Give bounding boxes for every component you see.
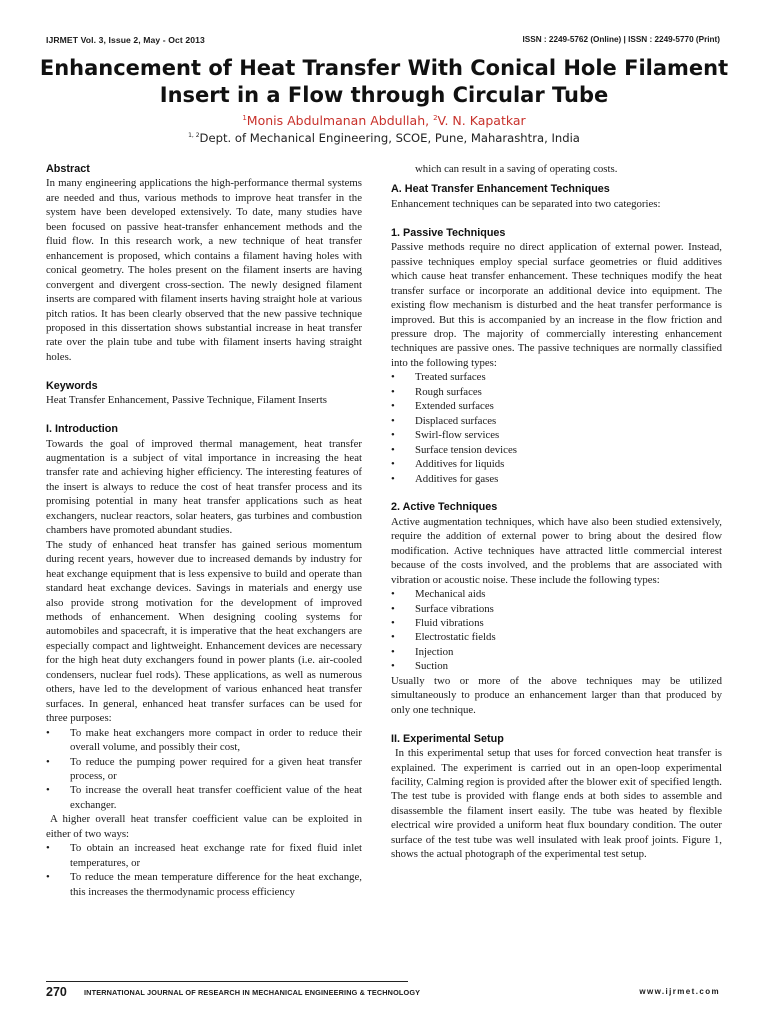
author2-name: V. N. Kapatkar: [437, 113, 526, 129]
list-item: • Extended surfaces: [391, 400, 494, 413]
list-item: • Fluid vibrations: [391, 617, 484, 630]
list-item: • Additives for gases: [391, 472, 499, 485]
list-item: • Displaced surfaces: [391, 414, 497, 427]
introduction-continuation: which can result in a saving of operating costs.: [415, 163, 618, 175]
bullet-marker: •: [391, 617, 395, 630]
footer-rule: [46, 981, 408, 982]
author-line: [0, 110, 768, 129]
introduction-paragraph-1: Towards the goal of improved thermal management, heat transfer augmentation is a subject of vital importance in increasing the heat transfer rate and achieving higher efficiency. The interesting features of the insert is always to reduce the cost of heat transfer process and its promising potential in many heat transfer applications such as heat exchangers, nuclear reactors, solar heaters, gas turbines and combustion chambers have promoted abundant studies.: [46, 437, 362, 537]
active-techniques-list: [391, 587, 722, 674]
active-techniques-closing: Usually two or more of the above techniques may be utilized simultaneously to produce an enhancement larger than that produced by only one technique.: [391, 674, 722, 716]
list-item: • Suction: [391, 660, 448, 673]
bullet-marker: •: [391, 588, 395, 601]
bullet-marker: •: [391, 602, 395, 615]
bullet-marker: •: [391, 385, 395, 398]
passive-techniques-text: Passive methods require no direct application of external power. Instead, passive techniques employ special surface geometries or fluid additives which cause heat transfer enhancement. These techniques modify the heat transfer surface or incorporate an additional device into equipment. The existing flow mechanism is disturbed and the heat transfer performance is improved. But this is accompanied by an increase in the flow friction and pressure drop. The majority of commercially interesting enhancement techniques are passive ones. The passive techniques are normally classified into the following types:: [391, 241, 722, 369]
active-techniques-heading: 2. Active Techniques: [391, 501, 498, 514]
active-techniques-text: Active augmentation techniques, which have also been studied extensively, require the addition of external power to bring about the desired flow modification. Active techniques have attracted little commercial interest because of the costs involved, and the problems that are associated with vibration or acoustic noise. These include the following types:: [391, 515, 722, 586]
running-header-journal: IJRMET Vol. 3, Issue 2, May - Oct 2013: [46, 35, 205, 45]
list-item: • Injection: [391, 645, 454, 658]
keywords-heading: Keywords: [46, 379, 98, 392]
list-item: • Treated surfaces: [391, 371, 486, 384]
introduction-heading: I. Introduction: [46, 423, 118, 436]
introduction-paragraph-3: A higher overall heat transfer coefficient value can be exploited in either of two ways:: [46, 813, 362, 840]
list-item: • Swirl-flow services: [391, 429, 500, 442]
bullet-marker: •: [46, 726, 50, 739]
bullet-marker: •: [391, 371, 395, 384]
ways-list: [46, 841, 362, 899]
list-item: • Additives for liquids: [391, 458, 505, 471]
purposes-list: [46, 726, 362, 813]
abstract-text: In many engineering applications the high-performance thermal systems are needed and thus, various methods to improve heat transfer in the system have been developed extensively. To date, many studies have been focused on passive heat-transfer enhancement methods and the fluid flow. In this research work, a new technique of heat transfer enhancement is proposed, which contains a filament having holes with conical geometry. The holes present on the filament inserts are having convergent and divergent cross-section. The newly designed filament inserts are compared with filament inserts having straight hole at various pitch ratios. It has been clearly observed that the new passive technique proposed in this dissertation shows substantial increase in heat transfer rate over the plain tube and tube with filament inserts having straight holes.: [46, 177, 362, 363]
affiliation-line: [0, 128, 768, 146]
bullet-marker: •: [46, 755, 50, 768]
author1-name: Monis Abdulmanan Abdullah,: [246, 113, 434, 129]
bullet-marker: •: [391, 458, 395, 471]
bullet-marker: •: [46, 871, 50, 884]
passive-techniques-list: [391, 370, 722, 486]
bullet-marker: •: [391, 631, 395, 644]
experimental-setup-text: In this experimental setup that uses for forced convection heat transfer is explained. The experiment is carried out in an open-loop experimental facility, Calming region is provided after the blower exit of specified length. The test tube is provided with flange ends at both sides to assemble and disassemble the filament insert easily. The tube was heated by flexible electrical wire provided a uniform heat flux boundary condition. The outer surface of the test tube was well insulated with leak proof joints. Figure 1, shows the actual photograph of the experimental test setup.: [391, 747, 722, 861]
right-column: [391, 162, 722, 862]
bullet-marker: •: [391, 443, 395, 456]
list-item: • Surface vibrations: [391, 602, 494, 615]
bullet-marker: •: [391, 400, 395, 413]
author2-affiliation-mark: 2: [433, 114, 438, 122]
list-item: • To obtain an increased heat exchange rate for fixed fluid inlet temperatures, or: [46, 842, 362, 869]
bullet-marker: •: [391, 645, 395, 658]
list-item: • To increase the overall heat transfer coefficient value of the heat exchanger.: [46, 784, 362, 811]
keywords-text: Heat Transfer Enhancement, Passive Technique, Filament Inserts: [46, 394, 327, 407]
affiliation-mark: 1, 2: [188, 132, 200, 139]
techniques-intro: Enhancement techniques can be separated into two categories:: [391, 197, 661, 210]
page-number: 270: [46, 985, 67, 999]
list-item: • To reduce the pumping power required for a given heat transfer process, or: [46, 755, 362, 782]
list-item: • Electrostatic fields: [391, 631, 496, 644]
author1-affiliation-mark: 1: [242, 114, 247, 122]
abstract-heading: Abstract: [46, 163, 90, 175]
experimental-setup-heading: II. Experimental Setup: [391, 732, 504, 745]
bullet-marker: •: [46, 784, 50, 797]
bullet-marker: •: [46, 842, 50, 855]
list-item: • Mechanical aids: [391, 588, 486, 601]
introduction-paragraph-2: The study of enhanced heat transfer has gained serious momentum during recent years, however due to increased demands by industry for heat exchange equipment that is less expensive to build and operate than standard heat exchange devices. Savings in materials and energy use also provide strong motivation for the development of improved methods of enhancement. When designing cooling systems for automobiles and spacecraft, it is imperative that the heat exchangers are especially compact and lightweight. Enhancement devices are necessary for the high heat duty exchangers found in power plants (i.e. air-cooled condensers, nuclear fuel rods). These applications, as well as numerous others, have led to the development of various enhanced heat transfer surfaces. In general, enhanced heat transfer surfaces can be used for three purposes:: [46, 538, 362, 725]
footer-website: www.ijrmet.com: [639, 987, 720, 996]
footer-journal-name: INTERNATIONAL JOURNAL OF RESEARCH IN MECHANICAL ENGINEERING & TECHNOLOGY: [84, 988, 421, 997]
list-item: • To make heat exchangers more compact in order to reduce their overall volume, and possibly their cost,: [46, 726, 362, 754]
bullet-marker: •: [391, 414, 395, 427]
affiliation-text: Dept. of Mechanical Engineering, SCOE, Pune, Maharashtra, India: [199, 130, 580, 145]
list-item: • To reduce the mean temperature difference for the heat exchange, this increases the thermodynamic process efficiency: [46, 871, 362, 898]
bullet-marker: •: [391, 472, 395, 485]
list-item: • Rough surfaces: [391, 385, 482, 398]
running-header-issn: ISSN : 2249-5762 (Online) | ISSN : 2249-5770 (Print): [522, 35, 720, 44]
bullet-marker: •: [391, 429, 395, 442]
techniques-heading: A. Heat Transfer Enhancement Techniques: [391, 183, 610, 196]
passive-techniques-heading: 1. Passive Techniques: [391, 226, 506, 239]
bullet-marker: •: [391, 660, 395, 673]
left-column: [46, 162, 362, 899]
paper-title: Enhancement of Heat Transfer With Conical Hole Filament Insert in a Flow through Circular Tube: [39, 56, 729, 107]
list-item: • Surface tension devices: [391, 443, 517, 456]
